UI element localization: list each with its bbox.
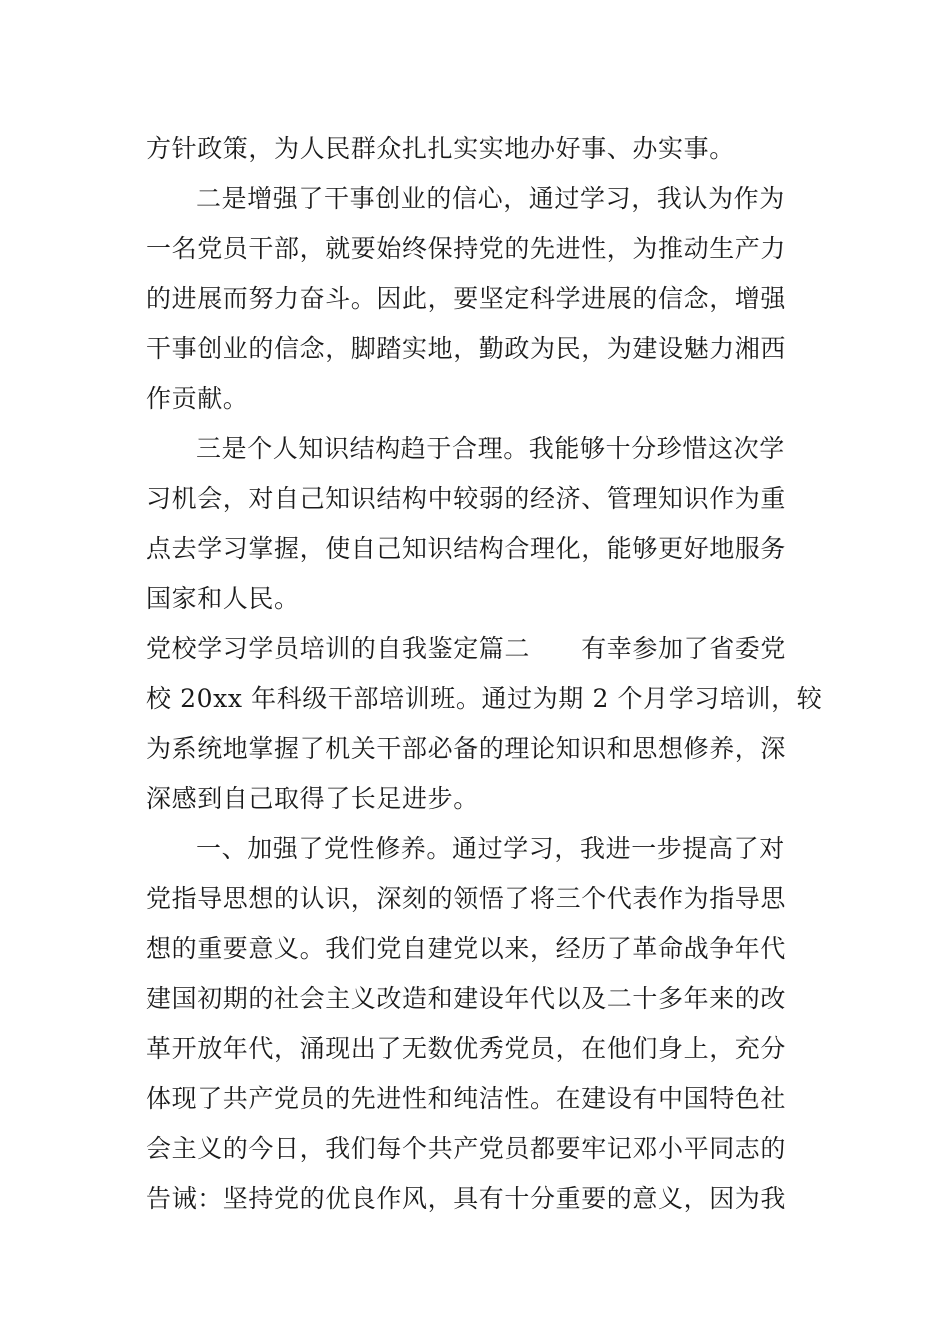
text-line: 校 20xx 年科级干部培训班。通过为期 2 个月学习培训，较 [146,684,823,713]
text-line: 告诫：坚持党的优良作风，具有十分重要的意义，因为我 [146,1184,787,1213]
text-line: 一名党员干部，就要始终保持党的先进性，为推动生产力 [146,234,787,263]
text-line: 国家和人民。 [146,584,300,613]
text-line: 习机会，对自己知识结构中较弱的经济、管理知识作为重 [146,484,787,513]
text-line: 会主义的今日，我们每个共产党员都要牢记邓小平同志的 [146,1134,787,1163]
text-line: 方针政策，为人民群众扎扎实实地办好事、办实事。 [146,134,735,163]
paragraph-start-line: 一、加强了党性修养。通过学习，我进一步提高了对 [196,834,785,863]
paragraph-start-line: 二是增强了干事创业的信心，通过学习，我认为作为 [196,184,785,213]
text-line: 体现了共产党员的先进性和纯洁性。在建设有中国特色社 [146,1084,787,1113]
text-line: 点去学习掌握，使自己知识结构合理化，能够更好地服务 [146,534,787,563]
text-line: 革开放年代，涌现出了无数优秀党员，在他们身上，充分 [146,1034,787,1063]
text-line: 干事创业的信念，脚踏实地，勤政为民，为建设魅力湘西 [146,334,787,363]
paragraph-start-line: 三是个人知识结构趋于合理。我能够十分珍惜这次学 [196,434,785,463]
text-line: 深感到自己取得了长足进步。 [146,784,479,813]
section-heading-line: 党校学习学员培训的自我鉴定篇二 有幸参加了省委党 [146,634,787,663]
text-line: 党指导思想的认识，深刻的领悟了将三个代表作为指导思 [146,884,787,913]
text-line: 作贡献。 [146,384,249,413]
text-line: 想的重要意义。我们党自建党以来，经历了革命战争年代 [146,934,787,963]
text-line: 为系统地掌握了机关干部必备的理论知识和思想修养，深 [146,734,787,763]
text-line: 的进展而努力奋斗。因此，要坚定科学进展的信念，增强 [146,284,787,313]
text-line: 建国初期的社会主义改造和建设年代以及二十多年来的改 [146,984,787,1013]
